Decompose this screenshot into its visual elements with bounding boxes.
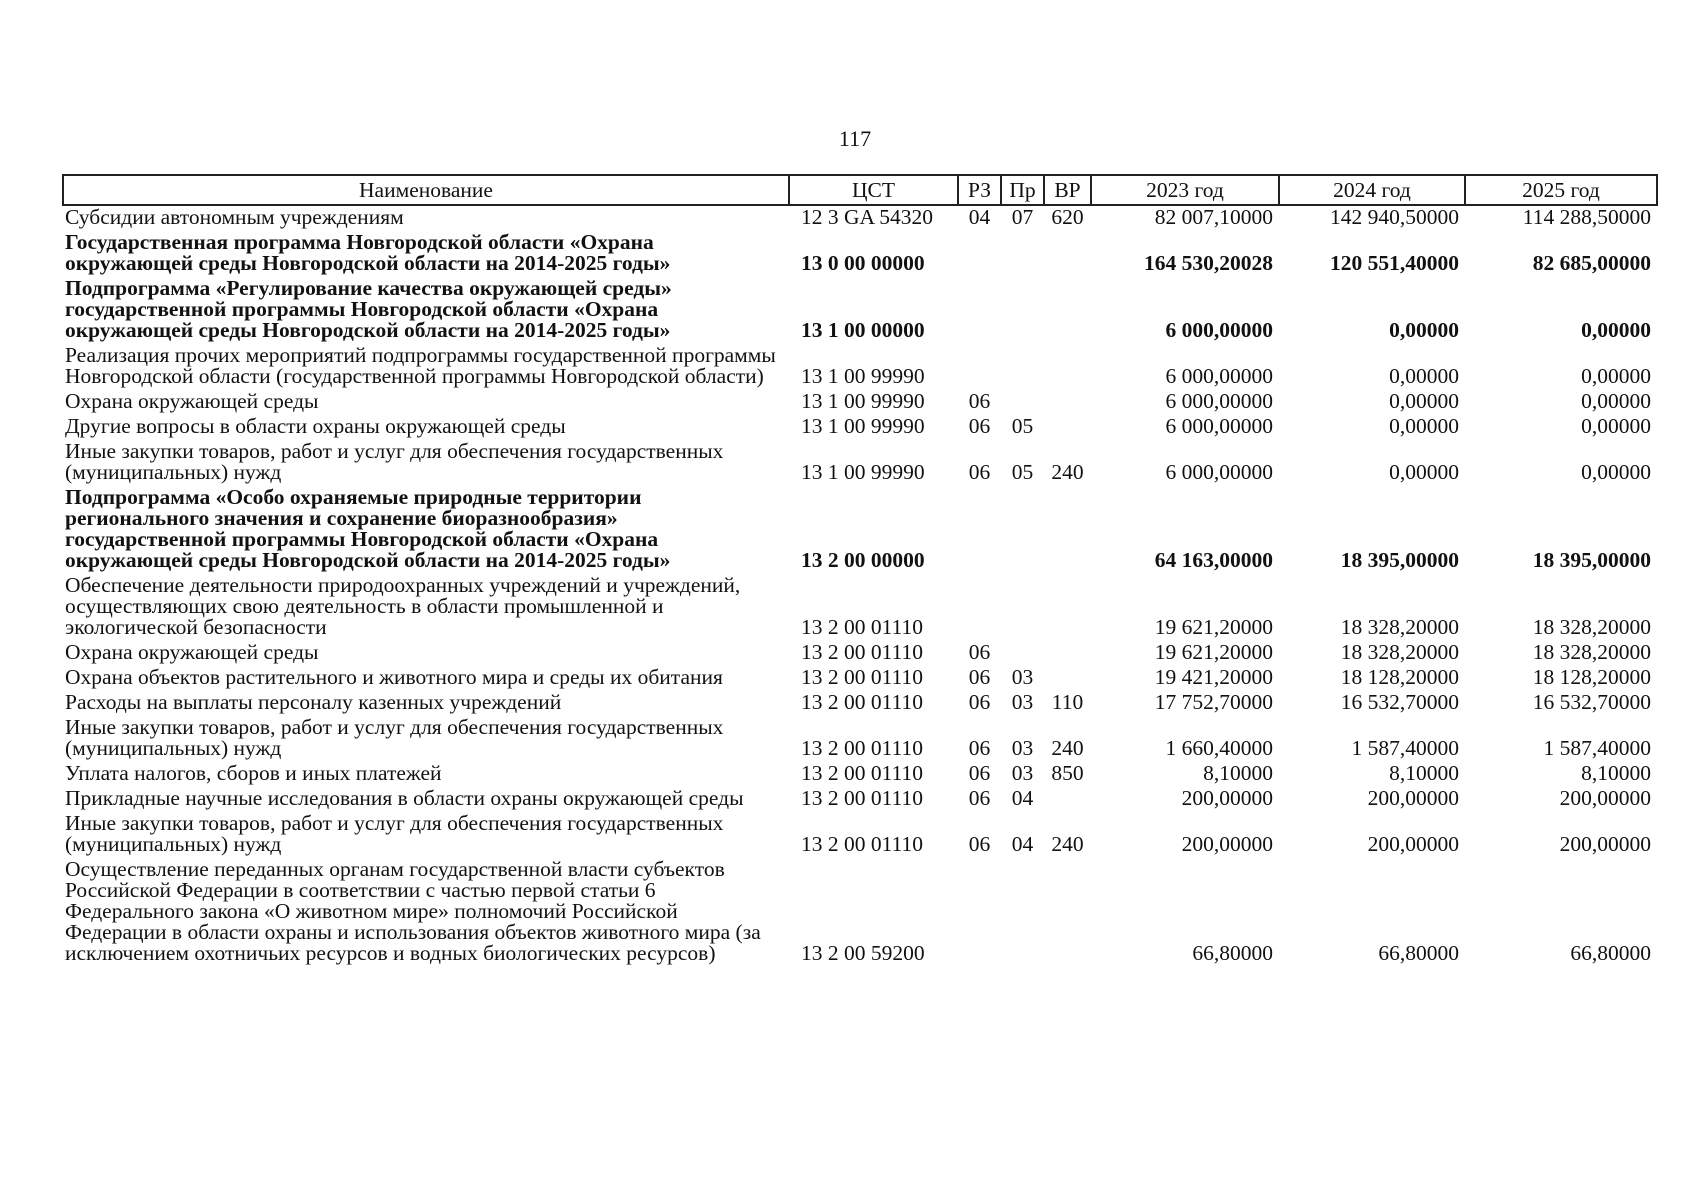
row-2025: 18 328,20000: [1532, 615, 1651, 639]
table-row: [63, 787, 1657, 812]
table-row: [63, 390, 1657, 415]
row-cst: 13 1 00 99990: [801, 389, 925, 413]
row-2023: 164 530,20028: [1144, 251, 1273, 275]
row-2024: 0,00000: [1389, 364, 1459, 388]
row-name: Иные закупки товаров, работ и услуг для обеспечения государственных (муниципальных) нужд: [65, 715, 724, 760]
row-2023: 1 660,40000: [1165, 736, 1273, 760]
row-rz: 06: [968, 832, 991, 856]
row-pr: 04: [1011, 832, 1034, 856]
row-2025: 16 532,70000: [1532, 690, 1651, 714]
row-cst: 13 2 00 00000: [801, 548, 925, 572]
header-pr: Пр: [1001, 175, 1044, 205]
row-pr: [1001, 231, 1044, 277]
row-cst: 13 2 00 01110: [801, 736, 924, 760]
row-pr: [1001, 277, 1044, 344]
table-row: [63, 440, 1657, 486]
row-pr: 03: [1011, 690, 1034, 714]
row-2024: 18 328,20000: [1340, 615, 1459, 639]
row-pr: [1001, 486, 1044, 574]
row-2023: 6 000,00000: [1165, 389, 1273, 413]
row-2024: 16 532,70000: [1340, 690, 1459, 714]
table-row: [63, 666, 1657, 691]
row-vr: [1044, 415, 1091, 440]
budget-table: [62, 174, 1658, 967]
row-pr: [1001, 858, 1044, 967]
row-rz: [958, 344, 1001, 390]
row-2023: 6 000,00000: [1165, 460, 1273, 484]
row-vr: 620: [1051, 205, 1084, 229]
row-2025: 200,00000: [1559, 786, 1651, 810]
row-cst: 13 0 00 00000: [801, 251, 925, 275]
header-2025: 2025 год: [1465, 175, 1657, 205]
row-name: Прикладные научные исследования в области охраны окружающей среды: [65, 786, 744, 810]
row-2023: 66,80000: [1192, 941, 1273, 965]
row-pr: 03: [1011, 665, 1034, 689]
row-vr: [1044, 858, 1091, 967]
table-header-row: [63, 175, 1657, 205]
row-rz: 06: [968, 414, 991, 438]
row-cst: 13 1 00 99990: [801, 364, 925, 388]
row-pr: [1001, 574, 1044, 641]
row-2025: 0,00000: [1581, 318, 1651, 342]
table-row: [63, 415, 1657, 440]
row-2025: 0,00000: [1581, 414, 1651, 438]
row-2023: 82 007,10000: [1154, 205, 1273, 229]
row-2023: 19 621,20000: [1154, 640, 1273, 664]
row-pr: 03: [1011, 761, 1034, 785]
row-name: Иные закупки товаров, работ и услуг для обеспечения государственных (муниципальных) нужд: [65, 811, 724, 856]
row-2024: 66,80000: [1378, 941, 1459, 965]
row-2024: 200,00000: [1367, 832, 1459, 856]
row-rz: 06: [968, 690, 991, 714]
table-row: [63, 691, 1657, 716]
row-vr: [1044, 277, 1091, 344]
row-rz: [958, 574, 1001, 641]
row-name: Субсидии автономным учреждениям: [65, 205, 404, 229]
row-2025: 200,00000: [1559, 832, 1651, 856]
row-cst: 13 2 00 01110: [801, 690, 924, 714]
table-row: [63, 205, 1657, 231]
row-pr: 03: [1011, 736, 1034, 760]
row-cst: 13 1 00 00000: [801, 318, 925, 342]
row-rz: [958, 277, 1001, 344]
table-row: [63, 231, 1657, 277]
row-cst: 13 2 00 01110: [801, 615, 924, 639]
row-cst: 13 2 00 01110: [801, 832, 924, 856]
row-2023: 6 000,00000: [1165, 318, 1273, 342]
row-2024: 120 551,40000: [1330, 251, 1459, 275]
row-2024: 18 328,20000: [1340, 640, 1459, 664]
header-2024: 2024 год: [1279, 175, 1465, 205]
row-2024: 18 395,00000: [1340, 548, 1459, 572]
row-2025: 0,00000: [1581, 364, 1651, 388]
row-name: Охрана окружающей среды: [65, 389, 319, 413]
row-rz: 06: [968, 736, 991, 760]
row-name: Охрана окружающей среды: [65, 640, 319, 664]
table-row: [63, 574, 1657, 641]
header-cst: ЦСТ: [789, 175, 958, 205]
row-rz: 06: [968, 786, 991, 810]
row-pr: 04: [1011, 786, 1034, 810]
row-2025: 18 395,00000: [1532, 548, 1651, 572]
row-rz: 06: [968, 665, 991, 689]
row-2025: 0,00000: [1581, 389, 1651, 413]
row-2024: 0,00000: [1389, 460, 1459, 484]
row-2025: 0,00000: [1581, 460, 1651, 484]
row-rz: 06: [968, 460, 991, 484]
row-2023: 19 421,20000: [1154, 665, 1273, 689]
header-name: Наименование: [63, 175, 789, 205]
row-name: Уплата налогов, сборов и иных платежей: [65, 761, 442, 785]
row-vr: [1044, 344, 1091, 390]
row-cst: 13 1 00 99990: [801, 414, 925, 438]
row-rz: [958, 486, 1001, 574]
row-vr: [1044, 574, 1091, 641]
row-rz: [958, 231, 1001, 277]
row-cst: 13 2 00 01110: [801, 665, 924, 689]
row-vr: [1044, 641, 1091, 666]
row-vr: [1044, 787, 1091, 812]
table-row: [63, 812, 1657, 858]
row-name: Расходы на выплаты персоналу казенных учреждений: [65, 690, 562, 714]
row-pr: 07: [1011, 205, 1034, 229]
table-row: [63, 858, 1657, 967]
row-2023: 8,10000: [1203, 761, 1273, 785]
row-cst: 13 2 00 01110: [801, 761, 924, 785]
row-2023: 200,00000: [1181, 832, 1273, 856]
row-2025: 18 328,20000: [1532, 640, 1651, 664]
row-cst: 12 3 GA 54320: [801, 205, 933, 229]
row-2025: 1 587,40000: [1543, 736, 1651, 760]
row-2025: 8,10000: [1581, 761, 1651, 785]
row-2024: 0,00000: [1389, 318, 1459, 342]
row-vr: 240: [1051, 832, 1084, 856]
row-2025: 82 685,00000: [1532, 251, 1651, 275]
row-name: Иные закупки товаров, работ и услуг для обеспечения государственных (муниципальных) нужд: [65, 439, 724, 484]
row-2025: 66,80000: [1570, 941, 1651, 965]
table-row: [63, 762, 1657, 787]
row-2025: 114 288,50000: [1522, 205, 1651, 229]
row-2023: 6 000,00000: [1165, 364, 1273, 388]
row-2024: 1 587,40000: [1351, 736, 1459, 760]
table-row: [63, 344, 1657, 390]
page-number: 117: [838, 126, 872, 151]
row-cst: 13 1 00 99990: [801, 460, 925, 484]
row-name: Подпрограмма «Особо охраняемые природные территории регионального значения и сохранение биоразнообразия» государственной программы Новгородской области «Охрана окружающей среды Новгородской области на 2014-2025 годы»: [65, 485, 671, 572]
row-vr: 850: [1051, 761, 1084, 785]
row-vr: [1044, 390, 1091, 415]
row-name: Осуществление переданных органам государственной власти субъектов Российской Федерации в соответствии с частью первой статьи 6 Федерального закона «О животном мире» полномочий Российской Федерации в области охраны и использования объектов животного мира (за исключением охотничьих ресурсов и водных биологических ресурсов): [65, 857, 761, 965]
row-vr: 240: [1051, 736, 1084, 760]
row-2023: 6 000,00000: [1165, 414, 1273, 438]
row-2023: 17 752,70000: [1154, 690, 1273, 714]
table-row: [63, 641, 1657, 666]
row-name: Подпрограмма «Регулирование качества окружающей среды» государственной программы Новгородской области «Охрана окружающей среды Новгородской области на 2014-2025 годы»: [65, 276, 672, 342]
row-rz: 06: [968, 761, 991, 785]
row-rz: 06: [968, 640, 991, 664]
row-name: Другие вопросы в области охраны окружающей среды: [65, 414, 566, 438]
row-2024: 0,00000: [1389, 389, 1459, 413]
row-cst: 13 2 00 59200: [801, 941, 925, 965]
row-name: Реализация прочих мероприятий подпрограммы государственной программы Новгородской области (государственной программы Новгородской области): [65, 343, 776, 388]
row-name: Охрана объектов растительного и животного мира и среды их обитания: [65, 665, 723, 689]
row-vr: [1044, 666, 1091, 691]
header-rz: РЗ: [958, 175, 1001, 205]
row-rz: 06: [968, 389, 991, 413]
row-name: Государственная программа Новгородской области «Охрана окружающей среды Новгородской области на 2014-2025 годы»: [65, 230, 671, 275]
row-2023: 200,00000: [1181, 786, 1273, 810]
row-name: Обеспечение деятельности природоохранных учреждений и учреждений, осуществляющих свою деятельность в области промышленной и экологической безопасности: [65, 573, 741, 639]
row-cst: 13 2 00 01110: [801, 640, 924, 664]
row-rz: [958, 858, 1001, 967]
row-pr: 05: [1011, 414, 1034, 438]
row-2023: 19 621,20000: [1154, 615, 1273, 639]
row-pr: [1001, 344, 1044, 390]
row-pr: 05: [1011, 460, 1034, 484]
row-2024: 18 128,20000: [1340, 665, 1459, 689]
table-body: [63, 205, 1657, 967]
row-2024: 200,00000: [1367, 786, 1459, 810]
row-vr: 110: [1051, 690, 1084, 714]
header-vr: ВР: [1044, 175, 1091, 205]
row-pr: [1001, 641, 1044, 666]
row-vr: [1044, 231, 1091, 277]
row-2023: 64 163,00000: [1154, 548, 1273, 572]
row-pr: [1001, 390, 1044, 415]
row-2024: 142 940,50000: [1330, 205, 1459, 229]
table-row: [63, 716, 1657, 762]
row-2024: 0,00000: [1389, 414, 1459, 438]
header-2023: 2023 год: [1091, 175, 1279, 205]
table-row: [63, 486, 1657, 574]
row-cst: 13 2 00 01110: [801, 786, 924, 810]
row-2025: 18 128,20000: [1532, 665, 1651, 689]
table-row: [63, 277, 1657, 344]
row-rz: 04: [968, 205, 991, 229]
row-vr: [1044, 486, 1091, 574]
row-vr: 240: [1051, 460, 1084, 484]
row-2024: 8,10000: [1389, 761, 1459, 785]
